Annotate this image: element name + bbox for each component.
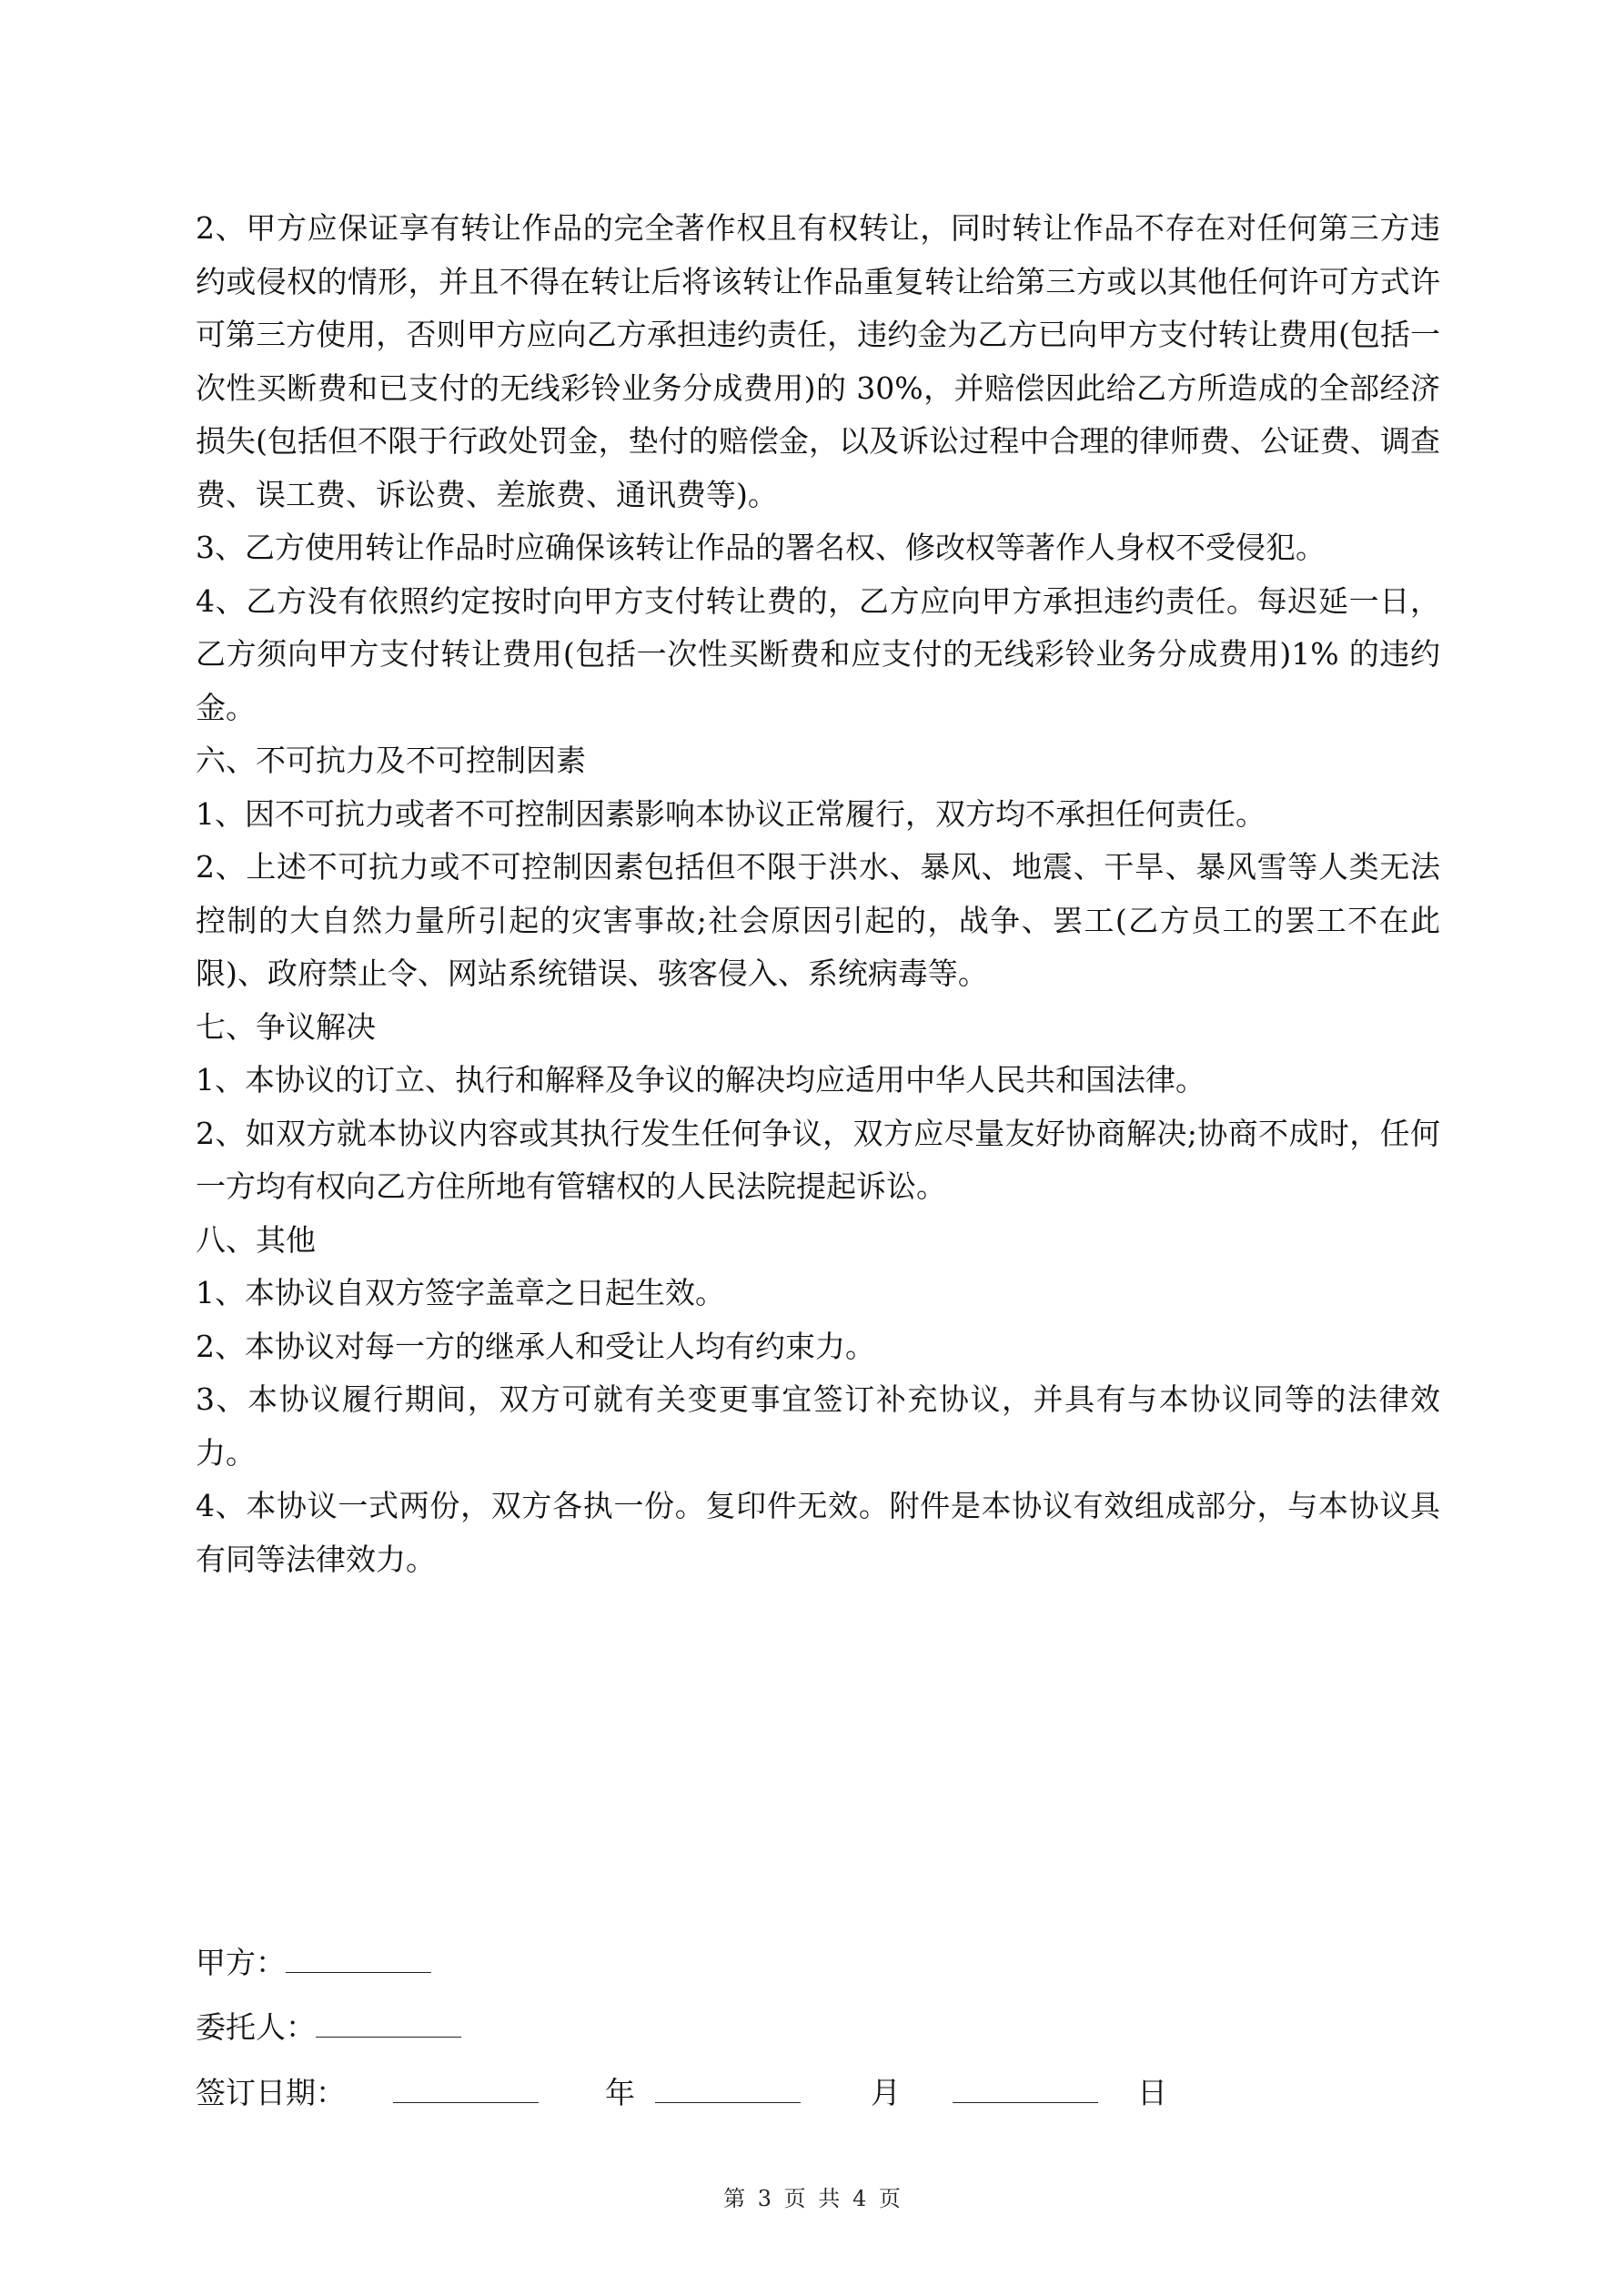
agent-signature-line xyxy=(196,2009,461,2046)
party-a-blank[interactable] xyxy=(286,1945,431,1973)
other-clause-4: 4、本协议一式两份，双方各执一份。复印件无效。附件是本协议有效组成部分，与本协议具有同等法律效力。 xyxy=(196,1488,1440,1577)
agreement-body xyxy=(196,202,1440,1586)
clause-4-late-payment: 4、乙方没有依照约定按时向甲方支付转让费的，乙方应向甲方承担违约责任。每迟延一日，乙方须向甲方支付转让费用(包括一次性买断费和应支付的无线彩铃业务分成费用)1% 的违约金。 xyxy=(196,582,1440,725)
page-number-footer: 第 3 页 共 4 页 xyxy=(723,2186,901,2211)
dispute-clause-2: 2、如双方就本协议内容或其执行发生任何争议，双方应尽量友好协商解决;协商不成时，任何一方均有权向乙方住所地有管辖权的人民法院提起诉讼。 xyxy=(196,1115,1440,1204)
month-blank[interactable] xyxy=(655,2075,801,2103)
day-blank[interactable] xyxy=(953,2075,1098,2103)
clause-3-moral-rights: 3、乙方使用转让作品时应确保该转让作品的署名权、修改权等著作人身权不受侵犯。 xyxy=(196,530,1326,565)
force-majeure-clause-2: 2、上述不可抗力或不可控制因素包括但不限于洪水、暴风、地震、干旱、暴风雪等人类无法控制的大自然力量所引起的灾害事故;社会原因引起的，战争、罢工(乙方员工的罢工不在此限)、政府禁止令、网站系统错误、骇客侵入、系统病毒等。 xyxy=(196,849,1440,991)
day-label: 日 xyxy=(1137,2075,1167,2110)
other-clause-2: 2、本协议对每一方的继承人和受让人均有约束力。 xyxy=(196,1328,875,1364)
year-blank[interactable] xyxy=(393,2075,539,2103)
agent-label: 委托人： xyxy=(196,2009,316,2045)
year-label: 年 xyxy=(605,2075,635,2110)
clause-2-copyright-guarantee: 2、甲方应保证享有转让作品的完全著作权且有权转让，同时转让作品不存在对任何第三方违约或侵权的情形，并且不得在转让后将该转让作品重复转让给第三方或以其他任何许可方式许可第三方使用，否则甲方应向乙方承担违约责任，违约金为乙方已向甲方支付转让费用(包括一次性买断费和已支付的无线彩铃业务分成费用)的 30%，并赔偿因此给乙方所造成的全部经济损失(包括但不限于行政处罚金，垫付的赔偿金，以及诉讼过程中合理的律师费、公证费、调查费、误工费、诉讼费、差旅费、通讯费等)。 xyxy=(196,210,1440,512)
party-a-label: 甲方： xyxy=(196,1945,286,1980)
other-clause-1: 1、本协议自双方签字盖章之日起生效。 xyxy=(196,1275,725,1310)
section-heading-other: 八、其他 xyxy=(196,1221,316,1258)
agent-blank[interactable] xyxy=(316,2009,461,2038)
dispute-clause-1: 1、本协议的订立、执行和解释及争议的解决均应适用中华人民共和国法律。 xyxy=(196,1062,1205,1097)
month-label: 月 xyxy=(871,2075,901,2110)
force-majeure-clause-1: 1、因不可抗力或者不可控制因素影响本协议正常履行，双方均不承担任何责任。 xyxy=(196,795,1266,832)
section-heading-dispute-resolution: 七、争议解决 xyxy=(196,1008,376,1045)
signing-date-label: 签订日期： xyxy=(196,2075,346,2110)
party-a-signature-line xyxy=(196,1945,431,1981)
section-heading-force-majeure: 六、不可抗力及不可控制因素 xyxy=(196,743,586,778)
other-clause-3: 3、本协议履行期间，双方可就有关变更事宜签订补充协议，并具有与本协议同等的法律效力。 xyxy=(196,1381,1440,1471)
